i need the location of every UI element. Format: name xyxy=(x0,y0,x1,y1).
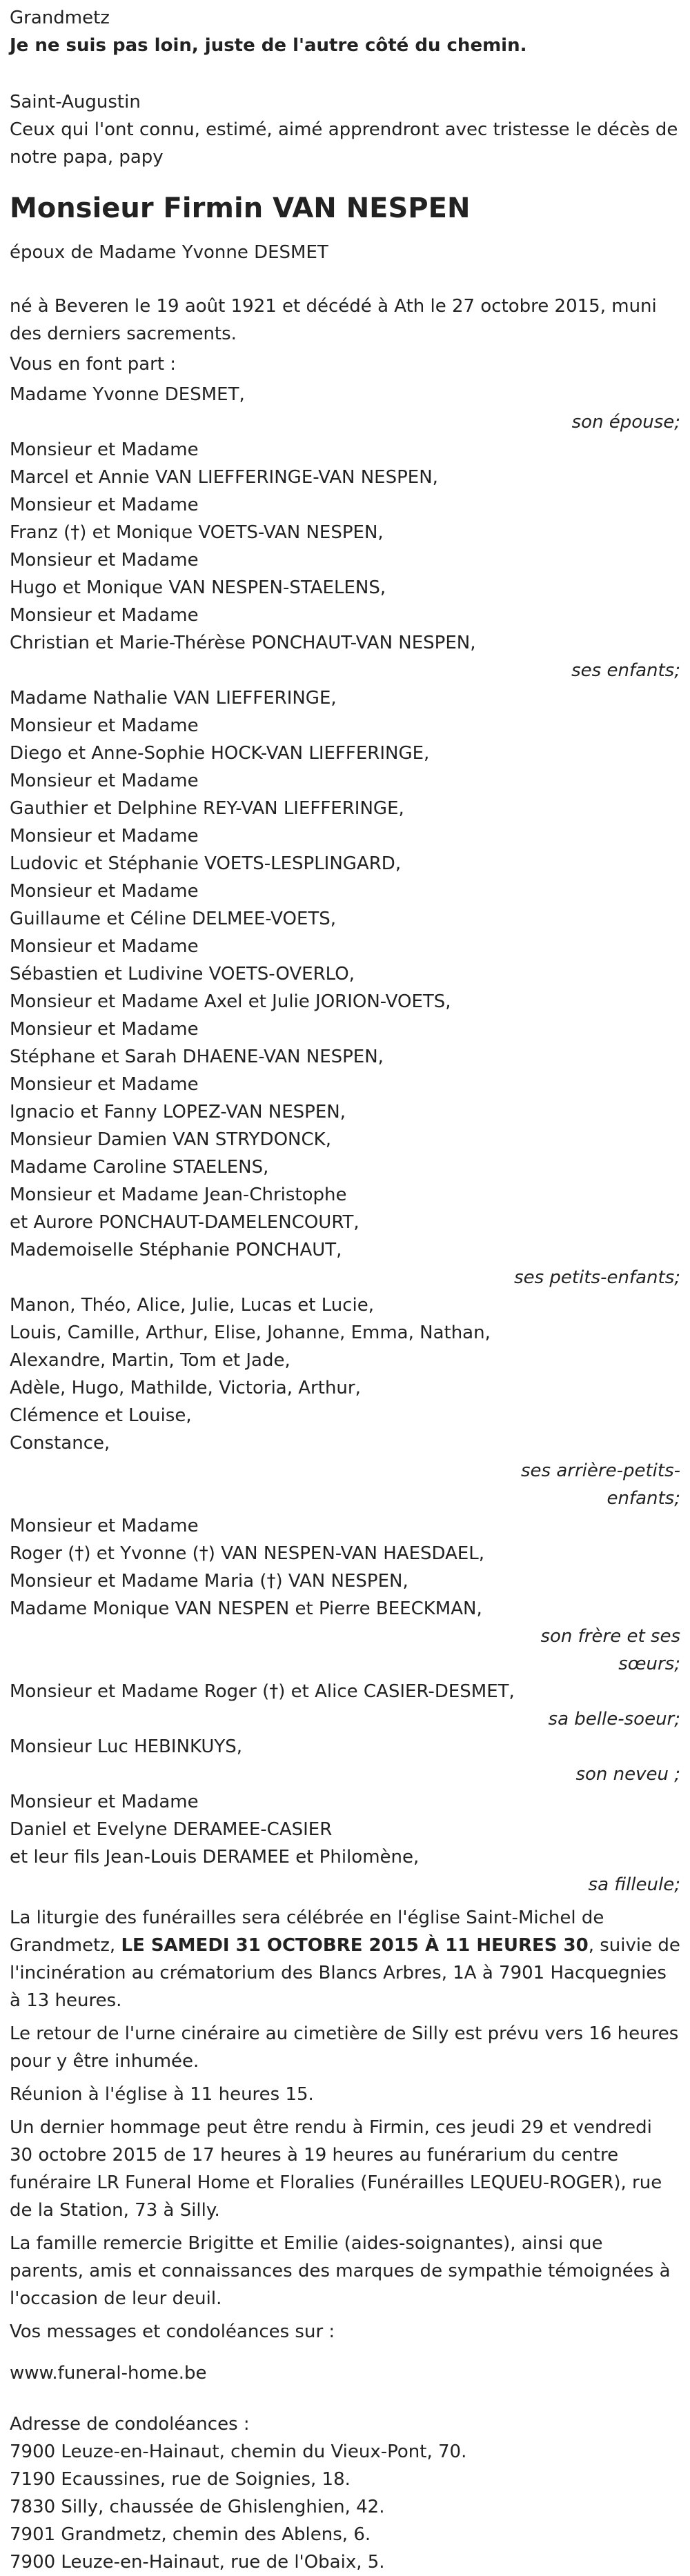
family-line: Madame Monique VAN NESPEN et Pierre BEECKMAN, xyxy=(10,1598,482,1619)
family-line: Franz (†) et Monique VOETS-VAN NESPEN, xyxy=(10,522,384,543)
family-line: Monsieur Luc HEBINKUYS, xyxy=(10,1736,243,1757)
family-line: Monsieur et Madame xyxy=(10,495,199,515)
family-line: Roger (†) et Yvonne (†) VAN NESPEN-VAN HAESDAEL, xyxy=(10,1543,485,1564)
family-line: Sébastien et Ludivine VOETS-OVERLO, xyxy=(10,964,355,984)
funeral-text-before: La liturgie des funérailles sera célébrée en l'église Saint-Michel de Grandmetz, xyxy=(10,1908,604,1956)
family-line: Monsieur et Madame Maria (†) VAN NESPEN, xyxy=(10,1571,408,1592)
family-line: Manon, Théo, Alice, Julie, Lucas et Lucie, xyxy=(10,1295,375,1316)
family-group xyxy=(10,1733,680,1788)
family-line: Monsieur et Madame xyxy=(10,826,199,846)
family-line: Monsieur et Madame xyxy=(10,1019,199,1040)
meeting-paragraph: Réunion à l'église à 11 heures 15. xyxy=(10,2084,314,2105)
relation-label: ses petits-enfants; xyxy=(514,1267,680,1288)
relation-label: son frère et ses xyxy=(540,1626,680,1647)
family-line: et Aurore PONCHAUT-DAMELENCOURT, xyxy=(10,1212,359,1233)
family-group xyxy=(10,1512,680,1678)
thanks-paragraph: La famille remercie Brigitte et Emilie (aides-soignantes), ainsi que parents, amis et connaissances des marques de sympathie témoignées à l'occasion de leur deuil. xyxy=(10,2233,671,2309)
relation-label: enfants; xyxy=(607,1488,680,1509)
tribute-paragraph: Un dernier hommage peut être rendu à Firmin, ces jeudi 29 et vendredi 30 octobre 2015 de 17 heures à 19 heures au funérarium du centre funéraire LR Funeral Home et Floralies (Funérailles LEQUEU-ROGER), rue de la Station, 73 à Silly. xyxy=(10,2117,662,2221)
urn-paragraph: Le retour de l'urne cinéraire au cimetière de Silly est prévu vers 16 heures pour y être inhumée. xyxy=(10,2023,679,2072)
family-line: Mademoiselle Stéphanie PONCHAUT, xyxy=(10,1240,342,1260)
family-line: Monsieur et Madame xyxy=(10,715,199,736)
family-group xyxy=(10,1788,680,1899)
quote-author: Saint-Augustin xyxy=(10,92,141,112)
family-line: Constance, xyxy=(10,1433,110,1454)
family-line: Christian et Marie-Thérèse PONCHAUT-VAN NESPEN, xyxy=(10,633,476,653)
family-lead: Vous en font part : xyxy=(10,354,177,375)
relation-label: son neveu ; xyxy=(575,1764,680,1785)
family-line: Marcel et Annie VAN LIEFFERINGE-VAN NESPEN, xyxy=(10,467,438,488)
family-group xyxy=(10,1291,680,1512)
funeral-date: LE SAMEDI 31 OCTOBRE 2015 À 11 HEURES 30 xyxy=(121,1935,589,1956)
intro-text: Ceux qui l'ont connu, estimé, aimé apprendront avec tristesse le décès de notre papa, papy xyxy=(10,119,678,168)
relation-label: sa filleule; xyxy=(588,1874,680,1895)
deceased-name: Monsieur Firmin VAN NESPEN xyxy=(10,192,471,224)
family-line: Daniel et Evelyne DERAMEE-CASIER xyxy=(10,1819,333,1840)
birth-death-line: né à Beveren le 19 août 1921 et décédé à Ath le 27 octobre 2015, muni des derniers sacrements. xyxy=(10,296,657,344)
family-line: Clémence et Louise, xyxy=(10,1405,192,1426)
condolence-address: 7900 Leuze-en-Hainaut, rue de l'Obaix, 5. xyxy=(10,2552,385,2573)
family-line: Ignacio et Fanny LOPEZ-VAN NESPEN, xyxy=(10,1102,346,1122)
family-line: Ludovic et Stéphanie VOETS-LESPLINGARD, xyxy=(10,853,402,874)
family-line: et leur fils Jean-Louis DERAMEE et Philomène, xyxy=(10,1847,420,1867)
family-line: Monsieur et Madame xyxy=(10,771,199,791)
family-group xyxy=(10,1678,680,1733)
family-line: Monsieur et Madame xyxy=(10,605,199,626)
family-group xyxy=(10,684,680,1291)
family-line: Monsieur Damien VAN STRYDONCK, xyxy=(10,1129,331,1150)
relation-label: sœurs; xyxy=(618,1654,680,1674)
family-line: Adèle, Hugo, Mathilde, Victoria, Arthur, xyxy=(10,1378,361,1398)
condolence-address: 7900 Leuze-en-Hainaut, chemin du Vieux-Pont, 70. xyxy=(10,2441,467,2462)
family-line: Guillaume et Céline DELMEE-VOETS, xyxy=(10,909,337,929)
family-line: Monsieur et Madame xyxy=(10,1074,199,1095)
family-line: Monsieur et Madame xyxy=(10,936,199,957)
website-link[interactable]: www.funeral-home.be xyxy=(10,2363,207,2384)
messages-lead: Vos messages et condoléances sur : xyxy=(10,2321,335,2342)
family-line: Gauthier et Delphine REY-VAN LIEFFERINGE, xyxy=(10,798,404,819)
relation-label: sa belle-soeur; xyxy=(548,1709,680,1730)
condolence-address: 7830 Silly, chaussée de Ghislenghien, 42. xyxy=(10,2497,385,2517)
relation-label: ses arrière-petits- xyxy=(521,1460,680,1481)
family-line: Monsieur et Madame xyxy=(10,550,199,571)
family-line: Monsieur et Madame xyxy=(10,881,199,902)
relation-label: ses enfants; xyxy=(571,660,680,681)
condolence-address: 7901 Grandmetz, chemin des Ablens, 6. xyxy=(10,2524,371,2545)
condolence-address: 7190 Ecaussines, rue de Soignies, 18. xyxy=(10,2469,351,2490)
family-group xyxy=(10,381,680,436)
family-line: Monsieur et Madame Roger (†) et Alice CASIER-DESMET, xyxy=(10,1681,515,1702)
family-line: Hugo et Monique VAN NESPEN-STAELENS, xyxy=(10,577,386,598)
family-line: Monsieur et Madame Axel et Julie JORION-VOETS, xyxy=(10,991,451,1012)
family-line: Monsieur et Madame xyxy=(10,1516,199,1536)
funeral-text-after: , suivie de l'incinération au crématorium des Blancs Arbres, 1A à 7901 Hacquegnies à 13 heures. xyxy=(10,1935,680,2011)
family-line: Monsieur et Madame Jean-Christophe xyxy=(10,1185,347,1205)
family-line: Madame Yvonne DESMET, xyxy=(10,384,245,405)
spouse-line: époux de Madame Yvonne DESMET xyxy=(10,242,328,263)
family-group xyxy=(10,436,680,684)
family-line: Madame Caroline STAELENS, xyxy=(10,1157,269,1178)
family-line: Monsieur et Madame xyxy=(10,1792,199,1812)
family-line: Stéphane et Sarah DHAENE-VAN NESPEN, xyxy=(10,1047,384,1067)
quote: Je ne suis pas loin, juste de l'autre côté du chemin. xyxy=(10,35,527,56)
family-line: Madame Nathalie VAN LIEFFERINGE, xyxy=(10,688,337,709)
family-line: Louis, Camille, Arthur, Elise, Johanne, Emma, Nathan, xyxy=(10,1322,491,1343)
funeral-paragraph xyxy=(10,1904,680,2014)
death-notice xyxy=(0,4,690,2573)
family-line: Diego et Anne-Sophie HOCK-VAN LIEFFERINGE, xyxy=(10,743,430,764)
place-header: Grandmetz xyxy=(10,8,110,28)
family-line: Alexandre, Martin, Tom et Jade, xyxy=(10,1350,290,1371)
family-line: Monsieur et Madame xyxy=(10,439,199,460)
condolences-lead: Adresse de condoléances : xyxy=(10,2414,250,2435)
relation-label: son épouse; xyxy=(571,412,680,433)
